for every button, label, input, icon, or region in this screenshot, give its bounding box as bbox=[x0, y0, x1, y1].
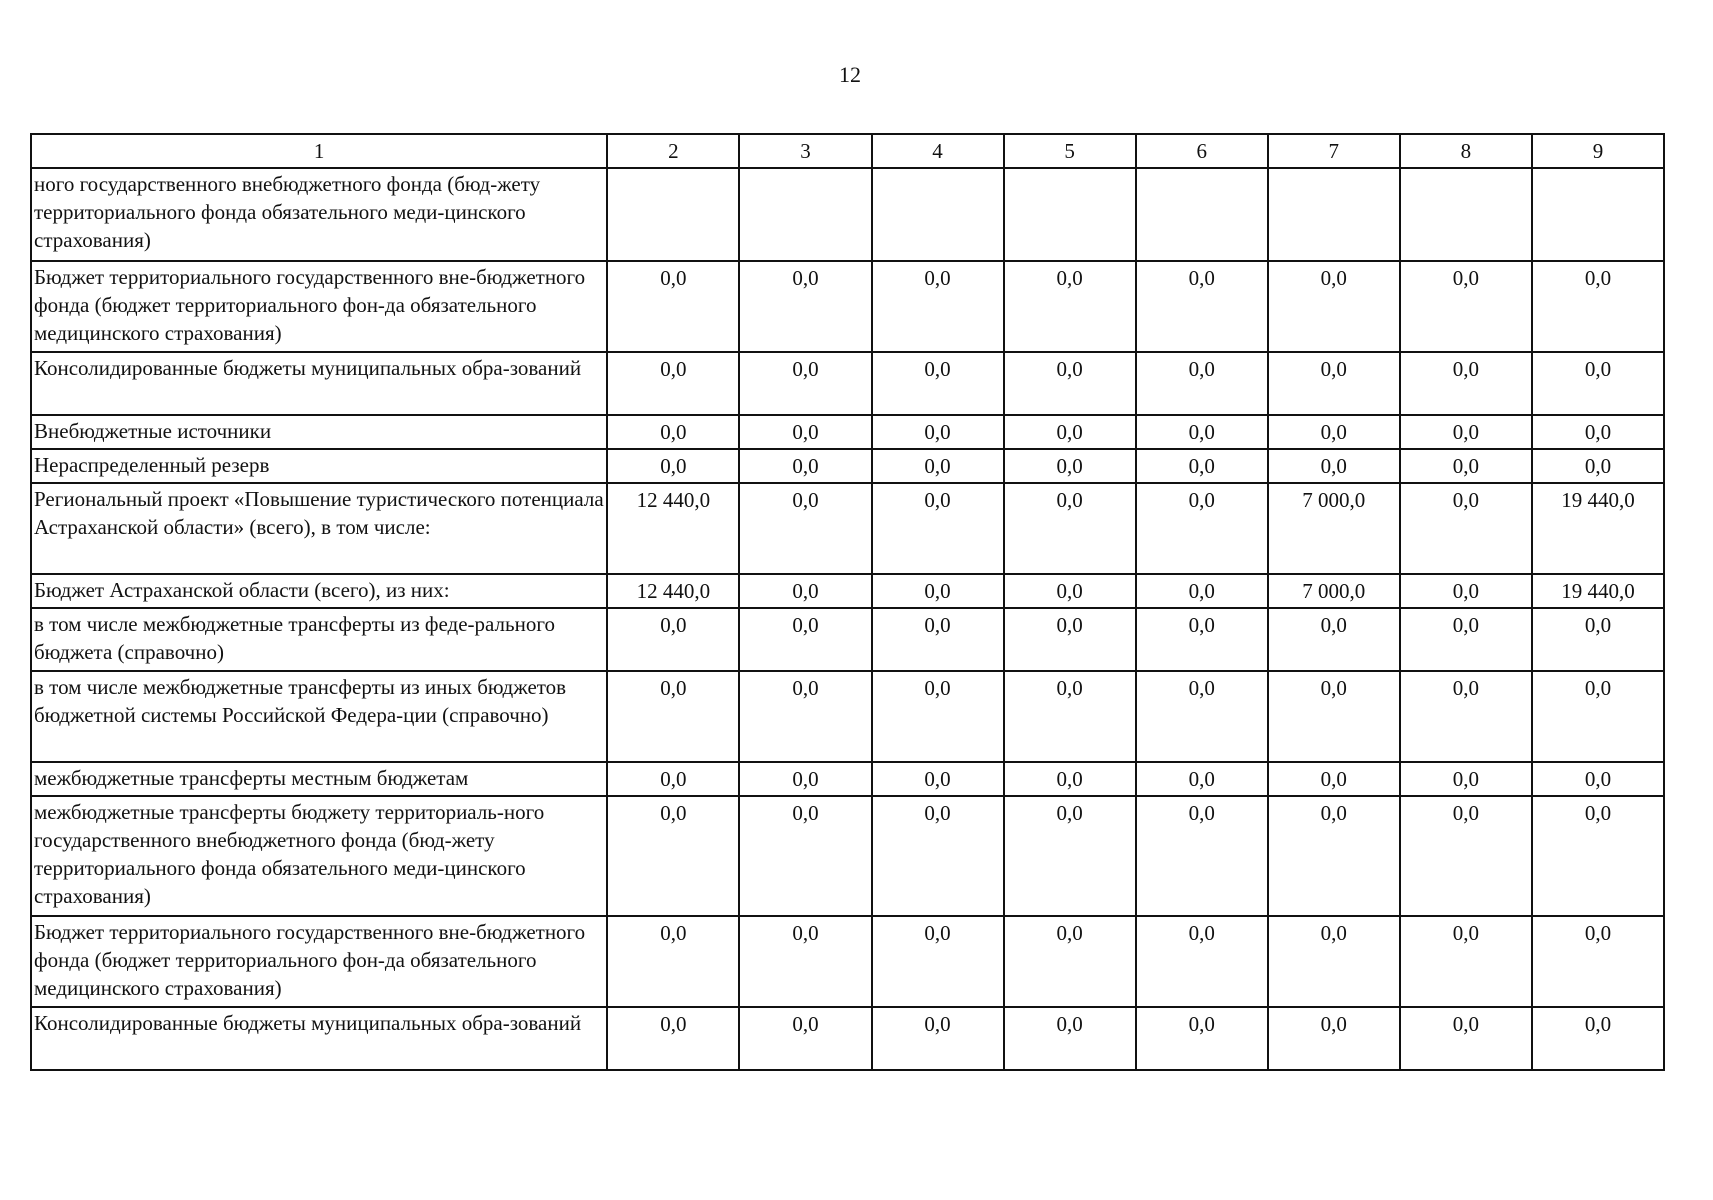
cell-value: 0,0 bbox=[1268, 449, 1400, 483]
cell-value: 0,0 bbox=[1400, 796, 1532, 916]
cell-value bbox=[1400, 168, 1532, 261]
cell-value: 12 440,0 bbox=[607, 483, 739, 574]
cell-value: 0,0 bbox=[607, 796, 739, 916]
page-number: 12 bbox=[839, 62, 861, 87]
cell-value: 0,0 bbox=[1532, 916, 1664, 1007]
cell-value: 0,0 bbox=[1532, 261, 1664, 352]
cell-value: 0,0 bbox=[607, 261, 739, 352]
cell-value: 0,0 bbox=[1400, 1007, 1532, 1070]
cell-value: 0,0 bbox=[1004, 1007, 1136, 1070]
cell-value: 0,0 bbox=[872, 608, 1004, 671]
cell-value: 0,0 bbox=[1004, 352, 1136, 415]
cell-value: 0,0 bbox=[739, 415, 871, 449]
cell-value: 12 440,0 bbox=[607, 574, 739, 608]
cell-value: 0,0 bbox=[1136, 261, 1268, 352]
cell-value: 0,0 bbox=[607, 762, 739, 796]
cell-value: 0,0 bbox=[1136, 1007, 1268, 1070]
cell-value: 0,0 bbox=[1400, 261, 1532, 352]
cell-value: 0,0 bbox=[872, 1007, 1004, 1070]
table-row bbox=[31, 916, 1664, 1007]
row-label: ного государственного внебюджетного фонда (бюд-жету территориального фонда обязательного меди-цинского страхования) bbox=[31, 168, 607, 261]
row-label: межбюджетные трансферты бюджету территориаль-ного государственного внебюджетного фонда (бюд-жету территориального фонда обязательного меди-цинского страхования) bbox=[31, 796, 607, 916]
cell-value: 0,0 bbox=[1400, 483, 1532, 574]
cell-value: 0,0 bbox=[1532, 762, 1664, 796]
table-row bbox=[31, 608, 1664, 671]
table-row bbox=[31, 671, 1664, 762]
table-row bbox=[31, 574, 1664, 608]
cell-value: 0,0 bbox=[1004, 415, 1136, 449]
cell-value: 0,0 bbox=[1136, 574, 1268, 608]
cell-value: 0,0 bbox=[1400, 449, 1532, 483]
cell-value: 19 440,0 bbox=[1532, 483, 1664, 574]
table-row bbox=[31, 449, 1664, 483]
cell-value: 0,0 bbox=[1004, 671, 1136, 762]
row-label: Консолидированные бюджеты муниципальных обра-зований bbox=[31, 352, 607, 415]
table-header-row bbox=[31, 134, 1664, 168]
cell-value: 0,0 bbox=[1268, 415, 1400, 449]
table-row bbox=[31, 352, 1664, 415]
column-header: 3 bbox=[739, 134, 871, 168]
cell-value: 0,0 bbox=[607, 352, 739, 415]
budget-table bbox=[30, 133, 1665, 1071]
cell-value: 0,0 bbox=[1400, 762, 1532, 796]
cell-value: 0,0 bbox=[1532, 1007, 1664, 1070]
cell-value: 0,0 bbox=[1400, 671, 1532, 762]
row-label: Бюджет территориального государственного вне-бюджетного фонда (бюджет территориального фон-да обязательного медицинского страхования) bbox=[31, 916, 607, 1007]
row-label: Внебюджетные источники bbox=[31, 415, 607, 449]
cell-value: 0,0 bbox=[739, 608, 871, 671]
row-label: в том числе межбюджетные трансферты из иных бюджетов бюджетной системы Российской Федера-ции (справочно) bbox=[31, 671, 607, 762]
cell-value: 0,0 bbox=[739, 916, 871, 1007]
cell-value bbox=[1004, 168, 1136, 261]
cell-value: 0,0 bbox=[739, 796, 871, 916]
row-label: Бюджет Астраханской области (всего), из них: bbox=[31, 574, 607, 608]
cell-value: 0,0 bbox=[1268, 608, 1400, 671]
cell-value: 0,0 bbox=[1532, 352, 1664, 415]
cell-value: 0,0 bbox=[1268, 1007, 1400, 1070]
cell-value: 0,0 bbox=[1268, 916, 1400, 1007]
cell-value: 0,0 bbox=[607, 1007, 739, 1070]
cell-value: 0,0 bbox=[1136, 796, 1268, 916]
cell-value: 0,0 bbox=[739, 261, 871, 352]
cell-value: 0,0 bbox=[739, 1007, 871, 1070]
column-header: 2 bbox=[607, 134, 739, 168]
column-header: 9 bbox=[1532, 134, 1664, 168]
cell-value: 7 000,0 bbox=[1268, 574, 1400, 608]
cell-value: 0,0 bbox=[739, 574, 871, 608]
row-label: Региональный проект «Повышение туристического потенциала Астраханской области» (всего), в том числе: bbox=[31, 483, 607, 574]
cell-value bbox=[607, 168, 739, 261]
cell-value bbox=[739, 168, 871, 261]
table-row bbox=[31, 796, 1664, 916]
cell-value: 0,0 bbox=[1004, 916, 1136, 1007]
cell-value: 0,0 bbox=[739, 762, 871, 796]
row-label: Консолидированные бюджеты муниципальных обра-зований bbox=[31, 1007, 607, 1070]
cell-value: 0,0 bbox=[872, 415, 1004, 449]
cell-value: 0,0 bbox=[872, 796, 1004, 916]
cell-value: 0,0 bbox=[872, 762, 1004, 796]
table-row bbox=[31, 261, 1664, 352]
cell-value: 0,0 bbox=[607, 415, 739, 449]
table-row bbox=[31, 762, 1664, 796]
table-row bbox=[31, 483, 1664, 574]
cell-value: 0,0 bbox=[1136, 483, 1268, 574]
cell-value: 0,0 bbox=[1268, 671, 1400, 762]
cell-value: 0,0 bbox=[1532, 449, 1664, 483]
cell-value: 0,0 bbox=[739, 483, 871, 574]
cell-value: 0,0 bbox=[1400, 574, 1532, 608]
cell-value: 0,0 bbox=[1004, 449, 1136, 483]
cell-value: 0,0 bbox=[872, 483, 1004, 574]
cell-value bbox=[1532, 168, 1664, 261]
cell-value: 0,0 bbox=[1004, 261, 1136, 352]
cell-value: 0,0 bbox=[1268, 796, 1400, 916]
cell-value: 0,0 bbox=[872, 352, 1004, 415]
cell-value: 0,0 bbox=[872, 261, 1004, 352]
cell-value: 0,0 bbox=[1136, 916, 1268, 1007]
cell-value: 0,0 bbox=[1136, 608, 1268, 671]
cell-value: 0,0 bbox=[1532, 671, 1664, 762]
cell-value: 0,0 bbox=[607, 916, 739, 1007]
column-header: 5 bbox=[1004, 134, 1136, 168]
table-row bbox=[31, 168, 1664, 261]
row-label: в том числе межбюджетные трансферты из феде-рального бюджета (справочно) bbox=[31, 608, 607, 671]
cell-value: 0,0 bbox=[607, 449, 739, 483]
cell-value: 0,0 bbox=[1004, 796, 1136, 916]
cell-value: 0,0 bbox=[1400, 916, 1532, 1007]
cell-value: 0,0 bbox=[739, 352, 871, 415]
cell-value: 0,0 bbox=[607, 671, 739, 762]
cell-value: 0,0 bbox=[1136, 415, 1268, 449]
column-header: 4 bbox=[872, 134, 1004, 168]
cell-value: 0,0 bbox=[1136, 449, 1268, 483]
cell-value: 0,0 bbox=[872, 449, 1004, 483]
column-header: 1 bbox=[31, 134, 607, 168]
cell-value: 0,0 bbox=[872, 916, 1004, 1007]
cell-value: 0,0 bbox=[739, 449, 871, 483]
cell-value: 0,0 bbox=[872, 574, 1004, 608]
row-label: Нераспределенный резерв bbox=[31, 449, 607, 483]
cell-value: 0,0 bbox=[1268, 352, 1400, 415]
cell-value: 19 440,0 bbox=[1532, 574, 1664, 608]
cell-value: 0,0 bbox=[1400, 415, 1532, 449]
cell-value: 0,0 bbox=[1004, 608, 1136, 671]
cell-value: 0,0 bbox=[1136, 671, 1268, 762]
cell-value: 0,0 bbox=[1268, 261, 1400, 352]
cell-value: 0,0 bbox=[1400, 608, 1532, 671]
cell-value: 0,0 bbox=[872, 671, 1004, 762]
cell-value: 0,0 bbox=[1268, 762, 1400, 796]
cell-value bbox=[1268, 168, 1400, 261]
cell-value: 0,0 bbox=[739, 671, 871, 762]
cell-value: 7 000,0 bbox=[1268, 483, 1400, 574]
cell-value bbox=[872, 168, 1004, 261]
column-header: 7 bbox=[1268, 134, 1400, 168]
row-label: Бюджет территориального государственного вне-бюджетного фонда (бюджет территориального фон-да обязательного медицинского страхования) bbox=[31, 261, 607, 352]
column-header: 6 bbox=[1136, 134, 1268, 168]
cell-value: 0,0 bbox=[1004, 574, 1136, 608]
cell-value: 0,0 bbox=[1532, 608, 1664, 671]
table-row bbox=[31, 1007, 1664, 1070]
cell-value bbox=[1136, 168, 1268, 261]
column-header: 8 bbox=[1400, 134, 1532, 168]
cell-value: 0,0 bbox=[1400, 352, 1532, 415]
cell-value: 0,0 bbox=[1532, 415, 1664, 449]
row-label: межбюджетные трансферты местным бюджетам bbox=[31, 762, 607, 796]
cell-value: 0,0 bbox=[1004, 762, 1136, 796]
table-row bbox=[31, 415, 1664, 449]
cell-value: 0,0 bbox=[1004, 483, 1136, 574]
cell-value: 0,0 bbox=[607, 608, 739, 671]
cell-value: 0,0 bbox=[1136, 352, 1268, 415]
cell-value: 0,0 bbox=[1136, 762, 1268, 796]
cell-value: 0,0 bbox=[1532, 796, 1664, 916]
